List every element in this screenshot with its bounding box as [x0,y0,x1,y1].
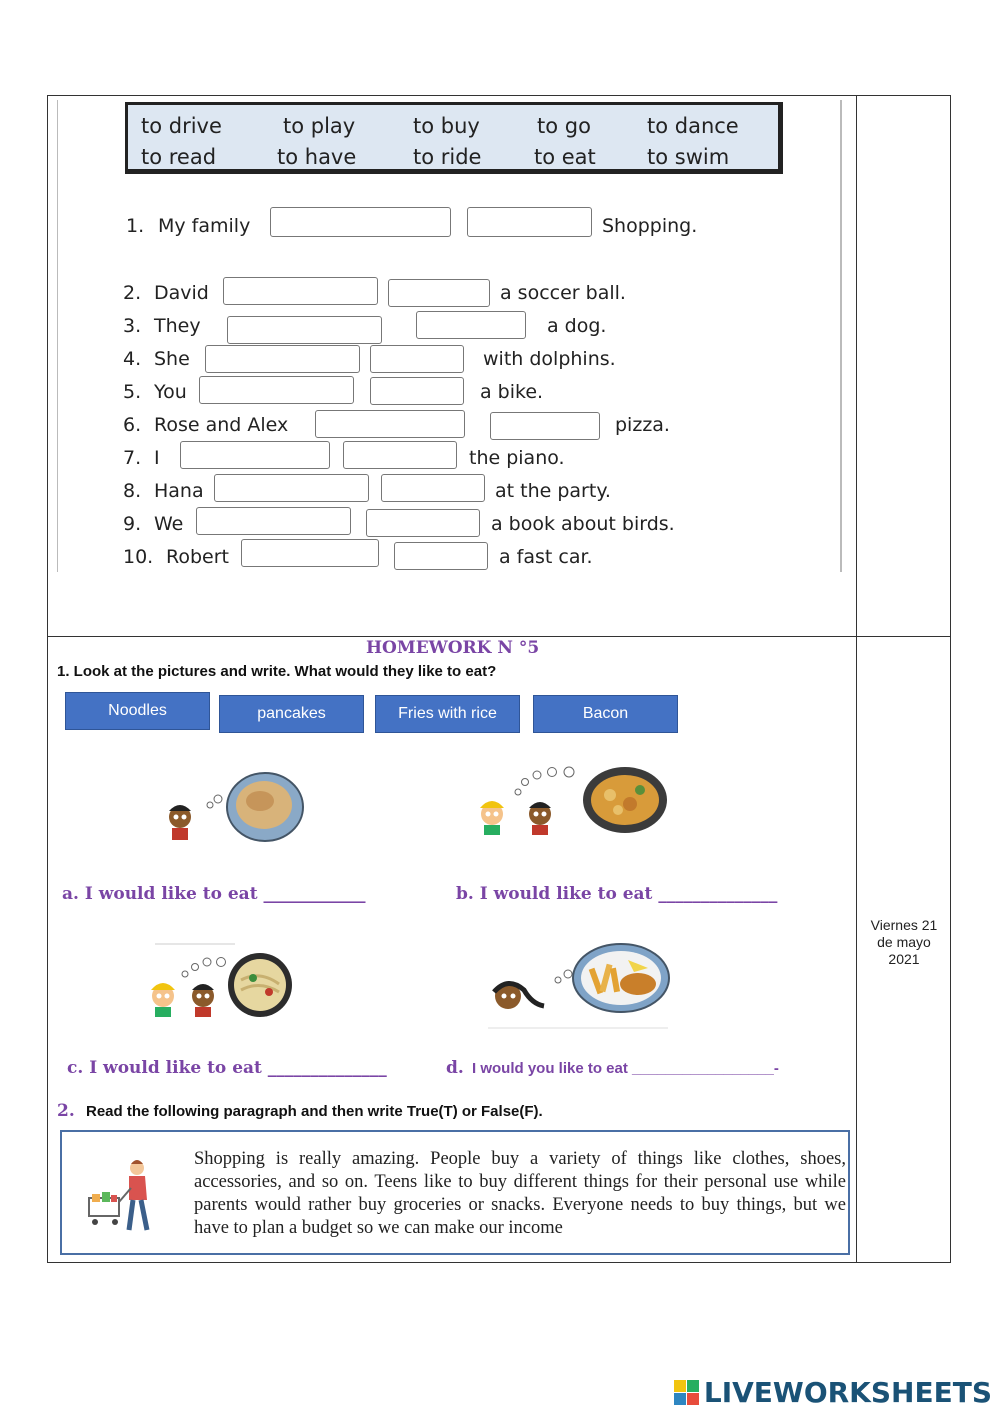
sentence-9-blank-2[interactable] [366,509,480,537]
sentence-4-blank-1[interactable] [205,345,360,373]
verb-to-buy: to buy [413,114,480,138]
liveworksheets-logo [674,1376,992,1409]
option-bacon[interactable]: Bacon [533,695,678,733]
sentence-7-blank-2[interactable] [343,441,457,469]
sentence-6-blank-2[interactable] [490,412,600,440]
question-2-number: 2. [57,1101,75,1121]
sentence-10-number: 10. [123,546,154,568]
table-border-top [47,95,951,96]
verb-to-drive: to drive [141,114,222,138]
sentence-9-subject: We [154,513,184,535]
sentence-1-blank-1[interactable] [270,207,451,237]
sentence-6-subject: Rose and Alex [154,414,289,436]
sentence-2-number: 2. [123,282,142,304]
sentence-7-tail: the piano. [469,447,565,469]
question-2-instruction: Read the following paragraph and then write True(T) or False(F). [86,1103,543,1120]
sentence-5-blank-2[interactable] [370,377,464,405]
answer-a[interactable]: a. I would like to eat ____________ [62,884,366,904]
sentence-8-number: 8. [123,480,142,502]
liveworksheets-logo-icon [674,1380,700,1406]
sentence-5-subject: You [154,381,187,403]
verb-to-read: to read [141,145,217,169]
liveworksheets-logo-text: LIVEWORKSHEETS [703,1376,992,1409]
verb-to-ride: to ride [413,145,482,169]
table-border-middle [47,636,951,637]
sentence-8-subject: Hana [154,480,204,502]
sentence-2-tail: a soccer ball. [500,282,626,304]
sentence-1-blank-2[interactable] [467,207,592,237]
sentence-6-tail: pizza. [615,414,670,436]
sentence-3-blank-1[interactable] [227,316,382,344]
picture-d-girl-fish-chips [488,940,673,1030]
picture-b-kids-fries-rice [470,760,675,845]
option-noodles[interactable]: Noodles [65,692,210,730]
sentence-5-blank-1[interactable] [199,376,354,404]
shopper-illustration [85,1158,165,1238]
answer-c[interactable]: c. I would like to eat ______________ [67,1058,387,1078]
sentence-8-tail: at the party. [495,480,611,502]
verb-to-play: to play [283,114,356,138]
answer-d[interactable]: I would you like to eat _________________- [472,1060,779,1077]
verb-to-dance: to dance [647,114,739,138]
date-line-3: 2021 [888,951,920,967]
sentence-10-tail: a fast car. [499,546,593,568]
sentence-1-number: 1. [126,215,145,237]
table-border-bottom [47,1262,951,1263]
sentence-3-tail: a dog. [547,315,607,337]
sentence-8-blank-1[interactable] [214,474,369,502]
sentence-5-tail: a bike. [480,381,544,403]
sentence-4-tail: with dolphins. [483,348,616,370]
sentence-2-blank-1[interactable] [223,277,378,305]
sentence-3-blank-2[interactable] [416,311,526,339]
date-line-1: Viernes 21 [870,917,938,933]
sentence-1-tail: Shopping. [602,215,698,237]
sentence-10-blank-2[interactable] [394,542,488,570]
sentence-10-blank-1[interactable] [241,539,379,567]
verb-to-swim: to swim [647,145,730,169]
table-border-left [47,95,48,1263]
sentence-9-tail: a book about birds. [491,513,675,535]
exercise-frame-left [57,100,58,572]
sentence-7-subject: I [154,447,160,469]
sentence-2-subject: David [154,282,209,304]
answer-b[interactable]: b. I would like to eat ______________ [456,884,778,904]
table-border-divider [856,95,857,1263]
homework-title: HOMEWORK N °5 [366,638,540,658]
table-border-right [950,95,951,1263]
sentence-4-number: 4. [123,348,142,370]
reading-paragraph: Shopping is really amazing. People buy a variety of things like clothes, shoes, accessories, and so on. Teens like to buy different things for their personal use while parents would rather buy groceries or snacks. Everyone needs to buy things, but we have to plan a budget so we can make our income [194,1149,846,1238]
sentence-5-number: 5. [123,381,142,403]
sentence-3-subject: They [154,315,201,337]
sentence-4-blank-2[interactable] [370,345,464,373]
picture-c-kids-noodles [145,940,300,1025]
option-fries-with-rice[interactable]: Fries with rice [375,695,520,733]
sentence-6-blank-1[interactable] [315,410,465,438]
sentence-7-number: 7. [123,447,142,469]
date-line-2: de mayo [877,934,931,950]
exercise-frame-right [840,100,842,572]
sentence-8-blank-2[interactable] [381,474,485,502]
sentence-7-blank-1[interactable] [180,441,330,469]
sentence-2-blank-2[interactable] [388,279,490,307]
question-1-instruction: 1. Look at the pictures and write. What would they like to eat? [57,663,497,680]
picture-a-boy-pancake [160,765,310,850]
verb-to-have: to have [277,145,357,169]
verb-to-eat: to eat [534,145,596,169]
sentence-1-subject: My family [158,215,251,237]
answer-d-prefix: d. [446,1058,464,1078]
sentence-3-number: 3. [123,315,142,337]
verb-to-go: to go [537,114,591,138]
option-pancakes[interactable]: pancakes [219,695,364,733]
sentence-10-subject: Robert [166,546,229,568]
sentence-9-blank-1[interactable] [196,507,351,535]
sentence-4-subject: She [154,348,190,370]
sentence-9-number: 9. [123,513,142,535]
sentence-6-number: 6. [123,414,142,436]
